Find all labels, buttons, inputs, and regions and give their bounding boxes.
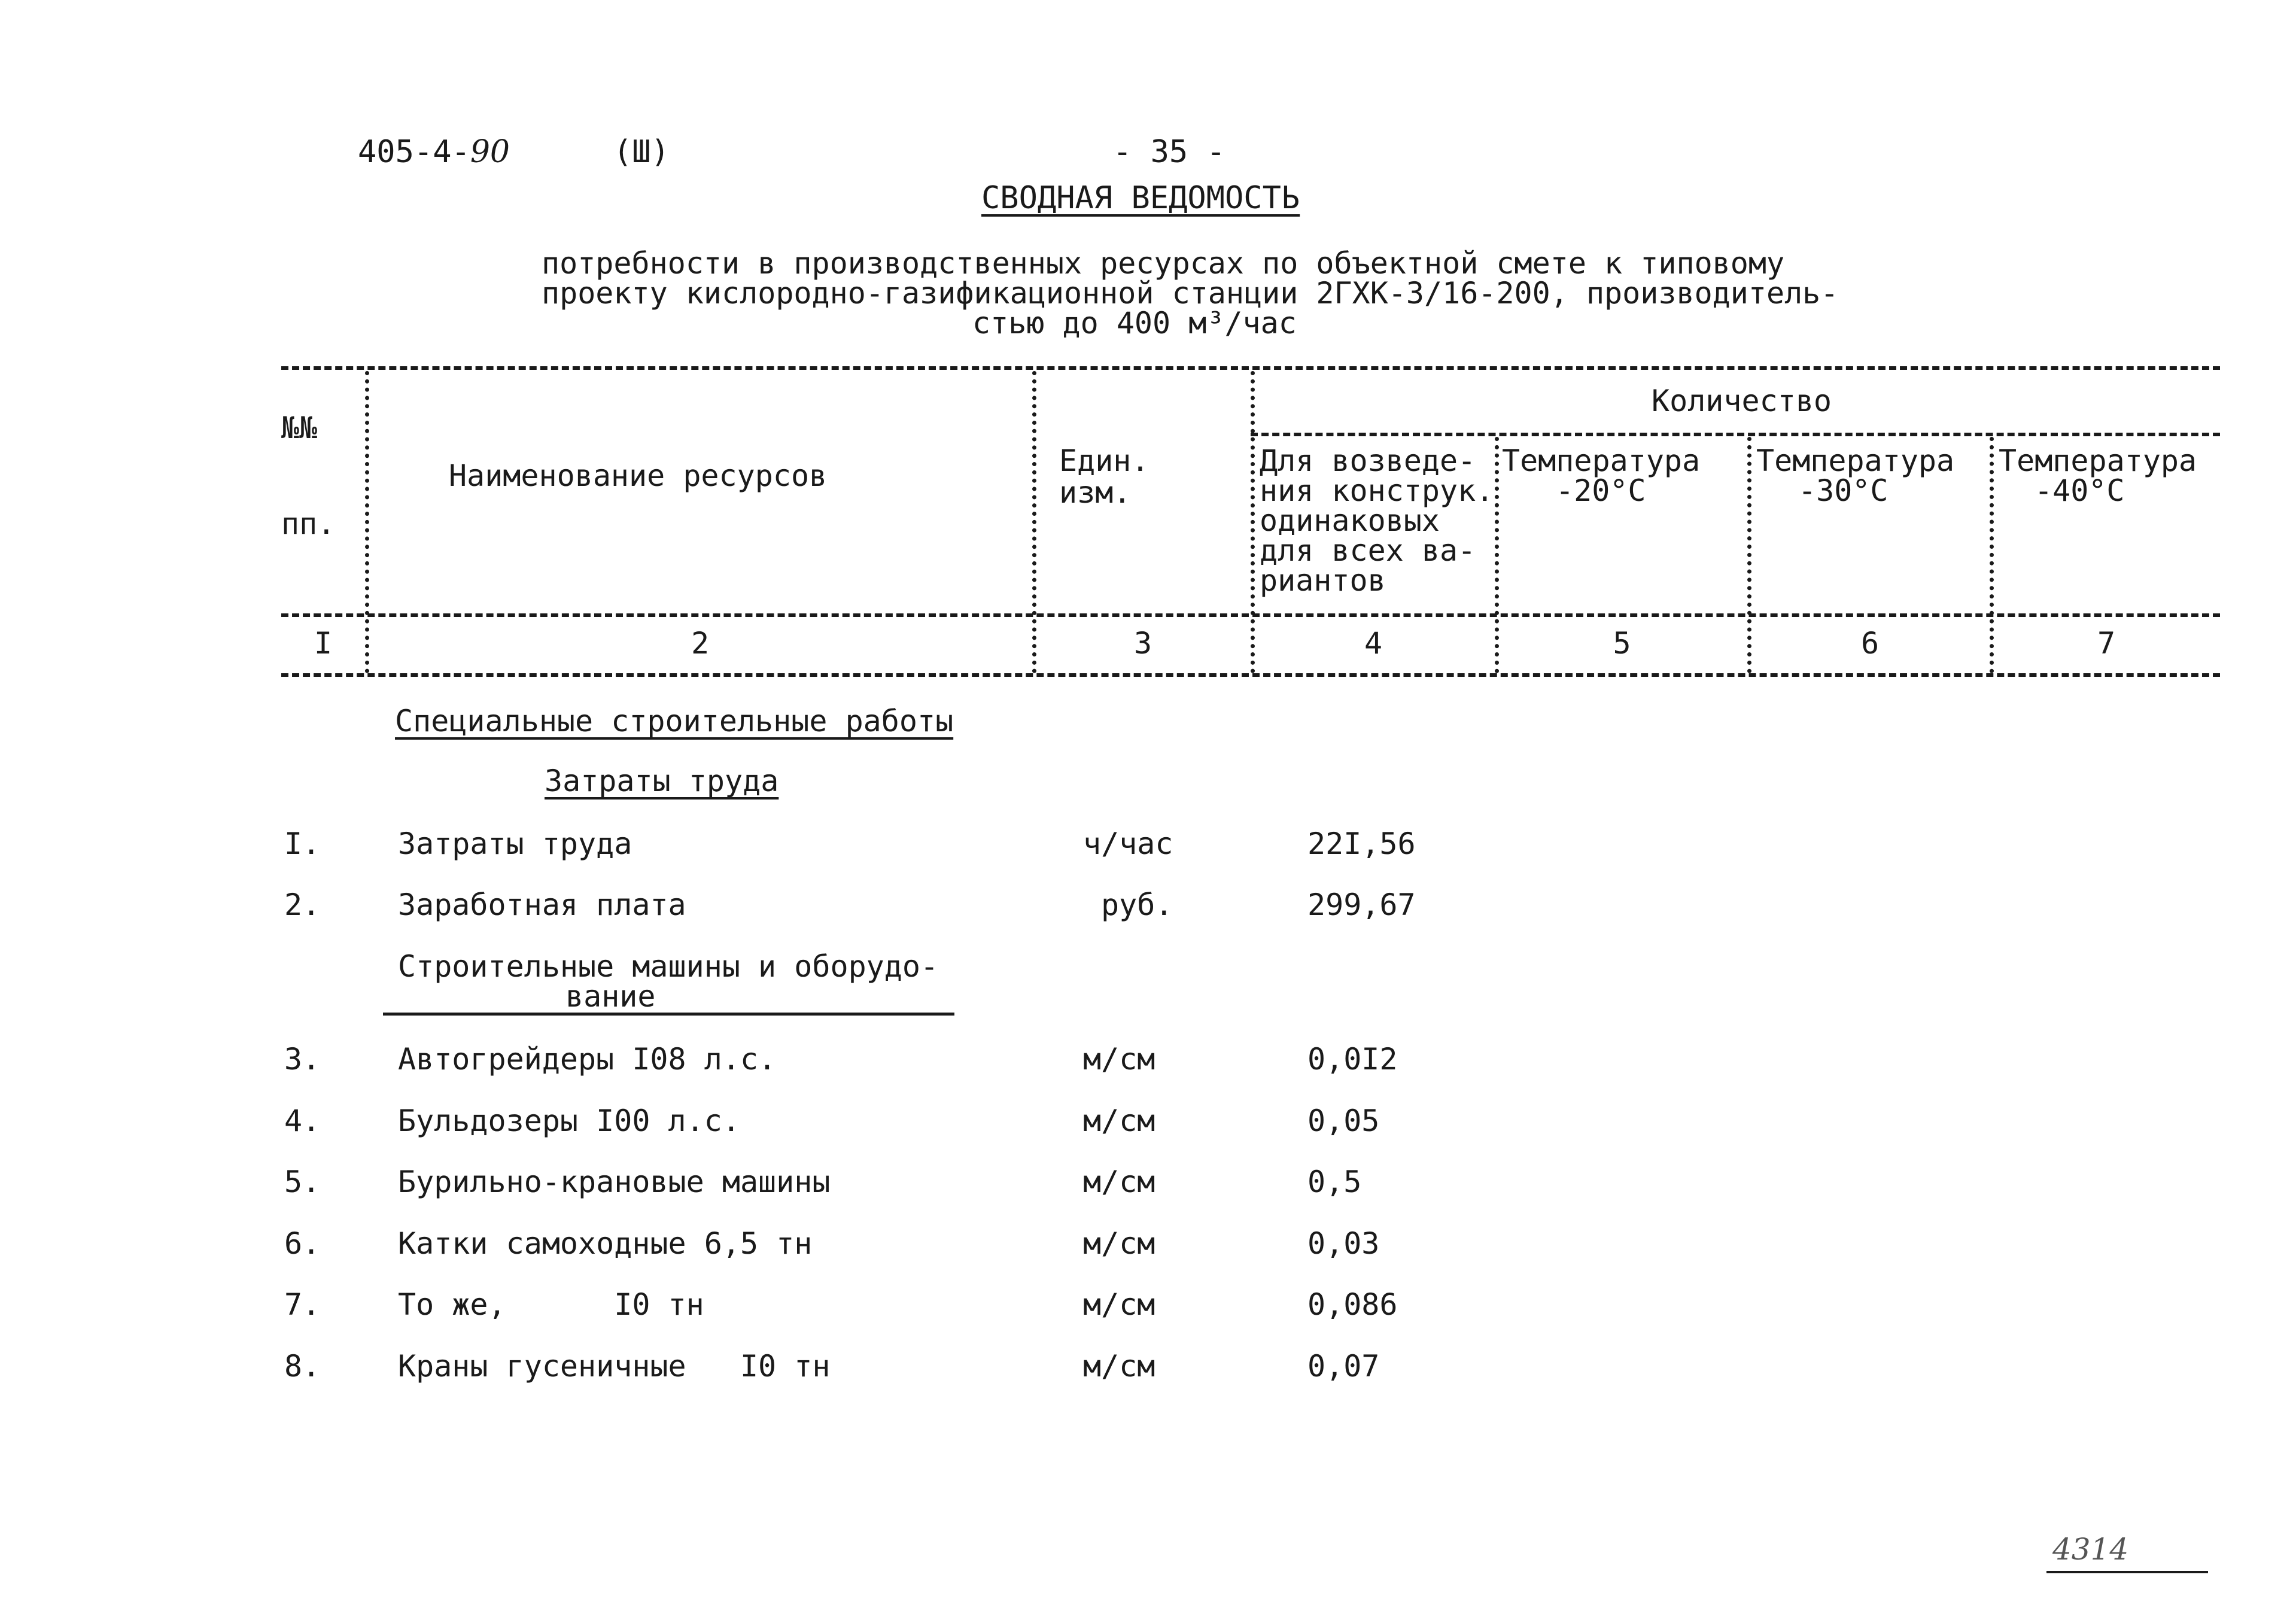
document-title: СВОДНАЯ ВЕДОМОСТЬ — [981, 180, 1300, 216]
quantity-value: 0,07 — [1307, 1349, 1380, 1384]
col5-header-line2: -20°С — [1556, 473, 1646, 508]
col7-header-line1: Температура — [1999, 443, 2197, 478]
resource-name: Бульдозеры I00 л.с. — [398, 1104, 740, 1138]
col4-header-line2: ния конструк. — [1260, 473, 1494, 508]
sheet-mark-underline — [2046, 1571, 2208, 1573]
col5-header-line1: Температура — [1502, 443, 1701, 478]
unit: м/см — [1083, 1287, 1155, 1322]
unit: руб. — [1101, 887, 1173, 922]
col-number-4: 4 — [1364, 626, 1383, 661]
quantity-value: 299,67 — [1307, 887, 1416, 922]
sheet-mark: 4314 — [2052, 1532, 2129, 1567]
resource-name: Заработная плата — [398, 887, 686, 922]
col4-header-line5: риантов — [1260, 563, 1386, 598]
quantity-value: 0,03 — [1307, 1226, 1380, 1261]
row-number: 2. — [284, 887, 321, 922]
row-number: 8. — [284, 1349, 321, 1384]
col4-header-line3: одинаковых — [1260, 503, 1440, 538]
resource-name: Автогрейдеры I08 л.с. — [398, 1042, 777, 1077]
unit: м/см — [1083, 1165, 1155, 1199]
row-number: 3. — [284, 1042, 321, 1077]
col-number-2: 2 — [691, 626, 710, 661]
section-machines-line2: вание — [565, 979, 656, 1014]
col4-header-line4: для всех ва- — [1260, 533, 1476, 568]
document-code-printed: 405-4- — [358, 134, 470, 170]
part-number: (Ш) — [613, 134, 670, 170]
col-number-7: 7 — [2097, 626, 2116, 661]
quantity-subheader-rule — [1251, 433, 2220, 436]
col3-header-line2: изм. — [1059, 475, 1132, 510]
row-number: 5. — [284, 1165, 321, 1199]
unit: м/см — [1083, 1104, 1155, 1138]
page-number: - 35 - — [1113, 134, 1225, 170]
quantity-group-header: Количество — [1652, 384, 1832, 418]
quantity-value: 22I,56 — [1307, 826, 1416, 861]
resource-name: Бурильно-крановые машины — [398, 1165, 831, 1199]
col6-header-line1: Температура — [1756, 443, 1955, 478]
col1-header-line1: №№ — [281, 411, 318, 445]
row-number: I. — [284, 826, 321, 861]
document-code — [358, 136, 510, 168]
section-labor-costs: Затраты труда — [545, 764, 779, 798]
row-number: 6. — [284, 1226, 321, 1261]
resource-name: Затраты труда — [398, 826, 632, 861]
col-number-3: 3 — [1133, 626, 1152, 661]
table-top-rule — [281, 366, 2220, 370]
section-special-works: Специальные строительные работы — [395, 704, 954, 738]
subtitle-line-1: потребности в производственных ресурсах по объектной смете к типовому — [542, 246, 1785, 281]
unit: м/см — [1083, 1349, 1155, 1384]
col3-header-line1: Един. — [1059, 443, 1149, 478]
subtitle-line-2: проекту кислородно-газификационной станции 2ГХК-3/16-200, производитель- — [542, 276, 1839, 311]
row-number: 7. — [284, 1287, 321, 1322]
quantity-value: 0,5 — [1307, 1165, 1362, 1199]
col-number-1: I — [314, 626, 333, 661]
quantity-value: 0,05 — [1307, 1104, 1380, 1138]
col4-header-line1: Для возведе- — [1260, 443, 1476, 478]
unit: м/см — [1083, 1042, 1155, 1077]
quantity-value: 0,0I2 — [1307, 1042, 1398, 1077]
col7-header-line2: -40°С — [2035, 473, 2125, 508]
resource-name: То же, I0 тн — [398, 1287, 704, 1322]
unit: м/см — [1083, 1226, 1155, 1261]
document-code-handwritten: 90 — [470, 134, 510, 170]
resource-name: Краны гусеничные I0 тн — [398, 1349, 831, 1384]
subtitle-line-3: стью до 400 м³/час — [972, 306, 1297, 341]
col6-header-line2: -30°С — [1798, 473, 1889, 508]
numbers-bottom-rule — [281, 673, 2220, 677]
col1-header-line2: пп. — [281, 506, 336, 541]
col2-header: Наименование ресурсов — [449, 458, 828, 493]
section-machines-underline — [383, 1013, 954, 1016]
row-number: 4. — [284, 1104, 321, 1138]
col-number-6: 6 — [1860, 626, 1880, 661]
resource-name: Катки самоходные 6,5 тн — [398, 1226, 813, 1261]
section-machines-line1: Строительные машины и оборудо- — [398, 949, 939, 984]
unit: ч/час — [1083, 826, 1173, 861]
quantity-value: 0,086 — [1307, 1287, 1398, 1322]
col-number-5: 5 — [1613, 626, 1631, 661]
